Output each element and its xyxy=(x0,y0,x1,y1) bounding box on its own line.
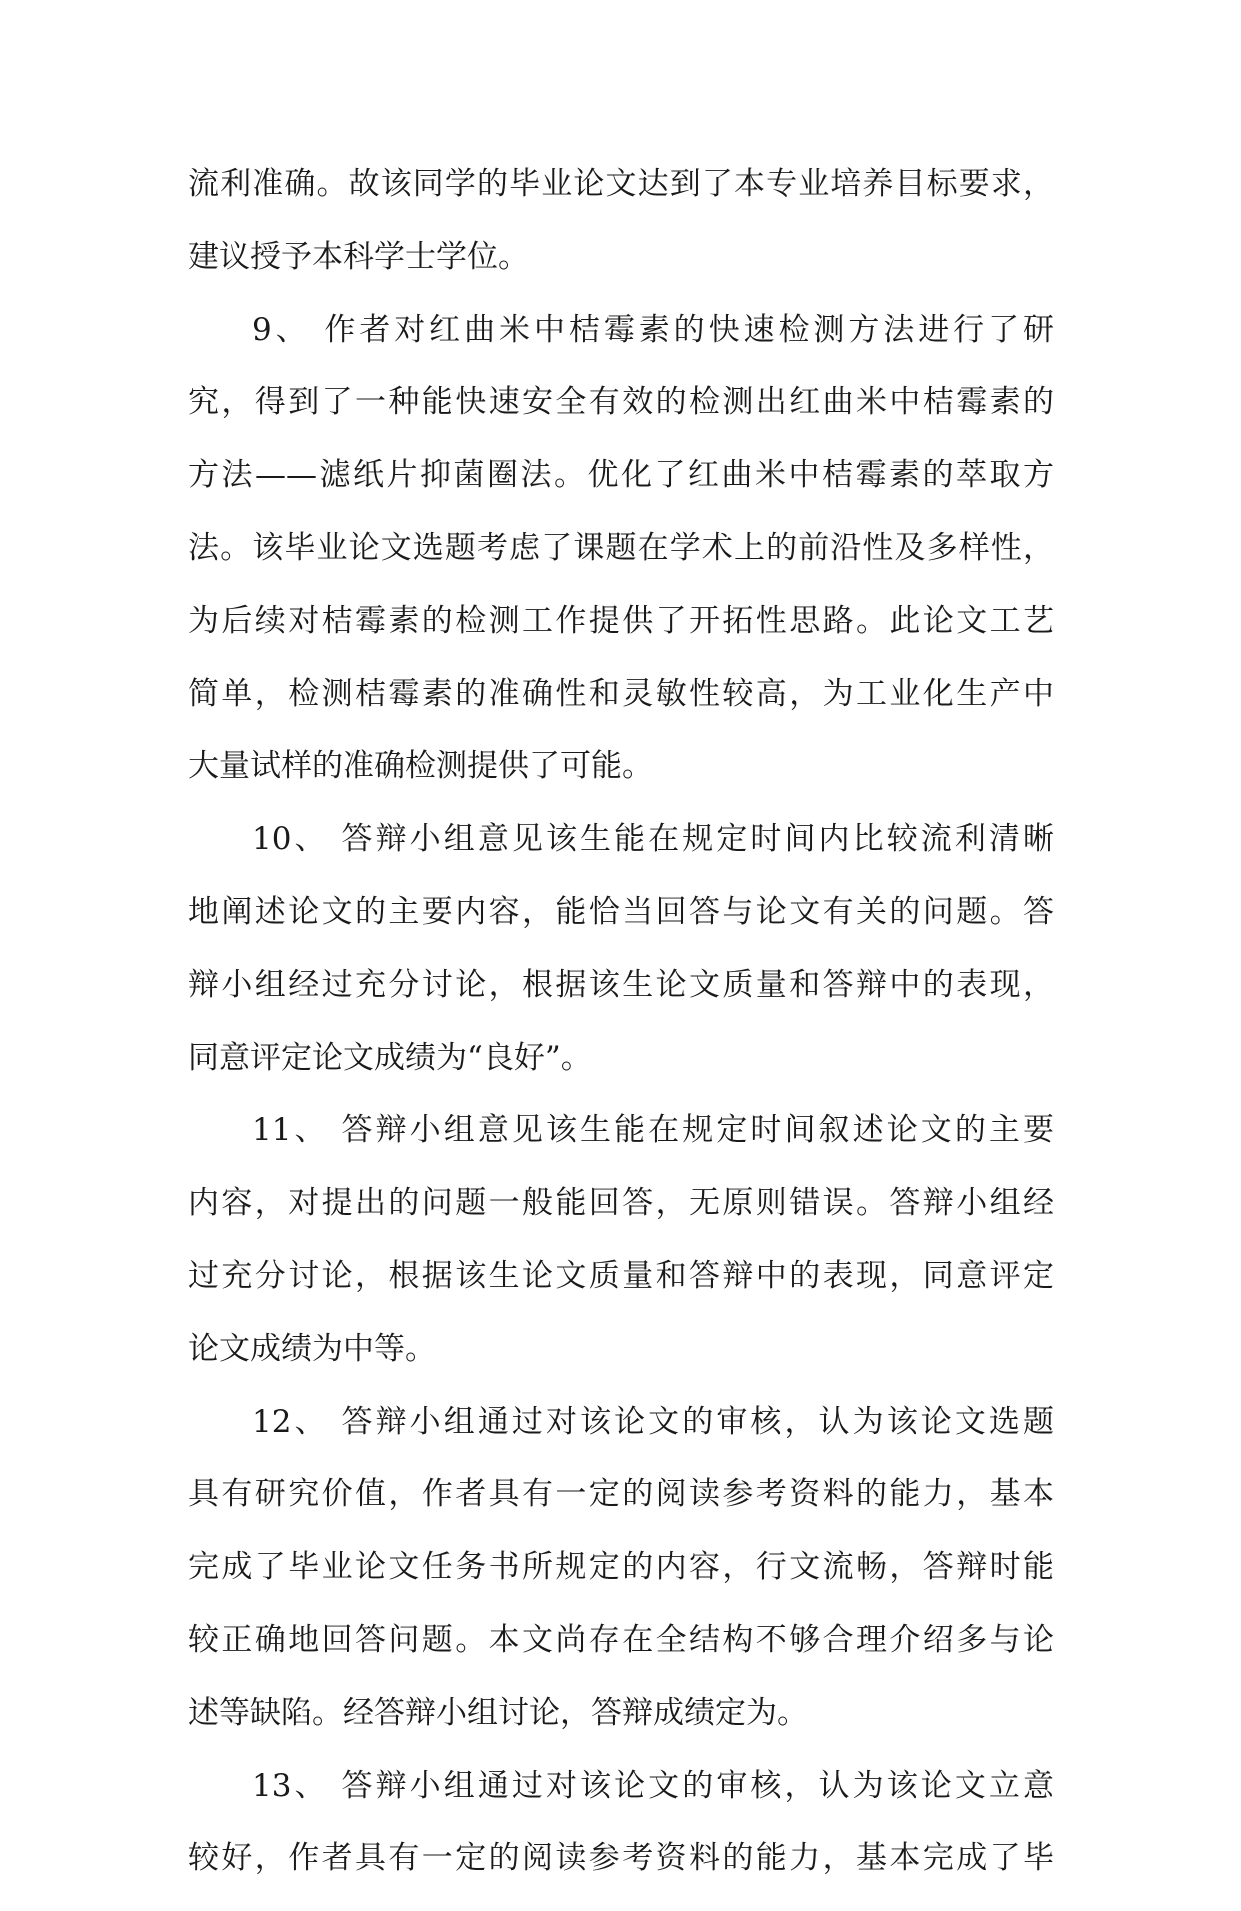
text-line: 9、 作者对红曲米中桔霉素的快速检测方法进行了研 xyxy=(252,311,1054,348)
text-line: 辩小组经过充分讨论，根据该生论文质量和答辩中的表现， xyxy=(188,966,1054,1003)
text-line: 同意评定论文成绩为“良好”。 xyxy=(188,1039,592,1076)
text-line: 10、 答辩小组意见该生能在规定时间内比较流利清晰 xyxy=(252,821,1054,858)
text-line: 流利准确。故该同学的毕业论文达到了本专业培养目标要求， xyxy=(188,166,1054,202)
text-line: 地阐述论文的主要内容，能恰当回答与论文有关的问题。答 xyxy=(188,893,1054,930)
text-line: 论文成绩为中等。 xyxy=(188,1330,436,1367)
text-line: 大量试样的准确检测提供了可能。 xyxy=(188,748,653,785)
text-line: 过充分讨论，根据该生论文质量和答辩中的表现，同意评定 xyxy=(188,1257,1054,1294)
text-line: 究，得到了一种能快速安全有效的检测出红曲米中桔霉素的 xyxy=(188,384,1054,421)
text-line: 为后续对桔霉素的检测工作提供了开拓性思路。此论文工艺 xyxy=(188,602,1054,639)
text-line: 具有研究价值，作者具有一定的阅读参考资料的能力，基本 xyxy=(188,1476,1054,1513)
text-line: 较好，作者具有一定的阅读参考资料的能力，基本完成了毕 xyxy=(188,1840,1054,1877)
text-line: 12、 答辩小组通过对该论文的审核，认为该论文选题 xyxy=(252,1403,1054,1440)
text-line: 完成了毕业论文任务书所规定的内容，行文流畅，答辩时能 xyxy=(188,1549,1054,1586)
text-line: 述等缺陷。经答辩小组讨论，答辩成绩定为。 xyxy=(188,1694,808,1731)
text-line: 法。该毕业论文选题考虑了课题在学术上的前沿性及多样性， xyxy=(188,529,1054,566)
text-line: 建议授予本科学士学位。 xyxy=(188,238,529,275)
text-line: 13、 答辩小组通过对该论文的审核，认为该论文立意 xyxy=(252,1767,1054,1804)
text-line: 内容，对提出的问题一般能回答，无原则错误。答辩小组经 xyxy=(188,1185,1054,1222)
document-page xyxy=(188,164,1054,1911)
text-line: 简单，检测桔霉素的准确性和灵敏性较高，为工业化生产中 xyxy=(188,675,1054,712)
text-line: 方法——滤纸片抑菌圈法。优化了红曲米中桔霉素的萃取方 xyxy=(188,457,1054,494)
text-line: 较正确地回答问题。本文尚存在全结构不够合理介绍多与论 xyxy=(188,1621,1054,1658)
text-line: 11、 答辩小组意见该生能在规定时间叙述论文的主要 xyxy=(252,1112,1054,1149)
